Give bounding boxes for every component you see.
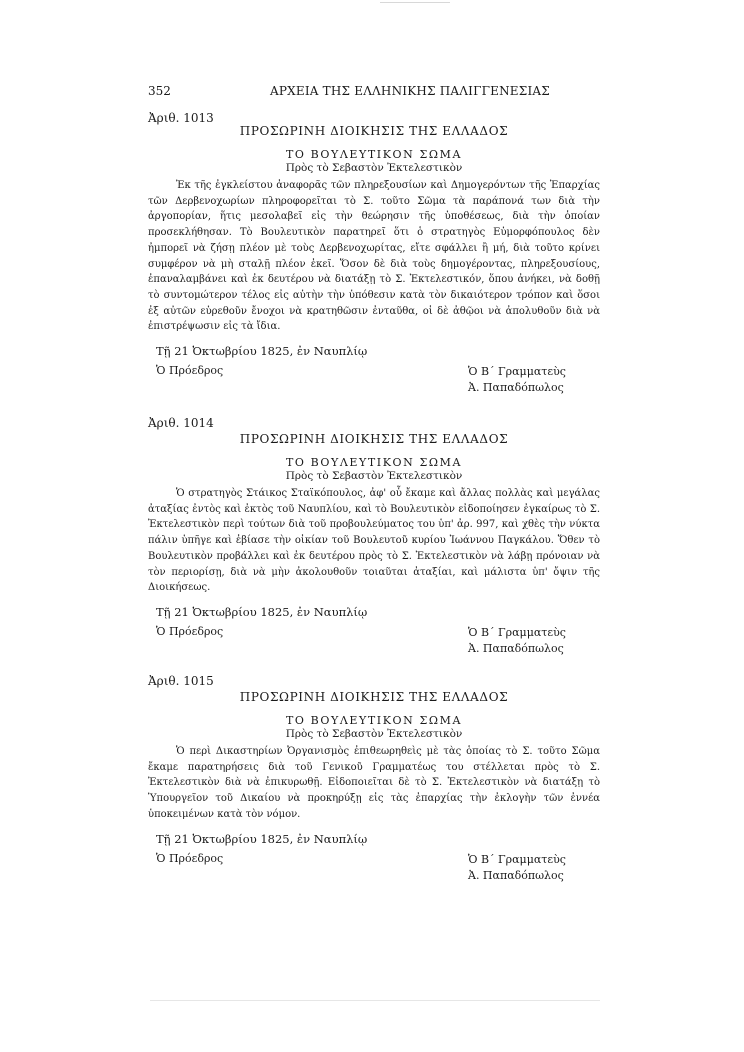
date-line: Τῇ 21 Ὀκτωβρίου 1825, ἐν Ναυπλίῳ (156, 344, 368, 359)
document-text: Ἐκ τῆς ἐγκλείστου ἀναφορᾶς τῶν πληρεξουσίων καὶ Δημογερόντων τῆς Ἐπαρχίας τῶν Δερβενοχωρίων πληροφορεῖται τὸ Σ. τοῦτο Σῶμα τὰ παράπονά των διὰ τὴν ἀργοπορίαν, ἥτις μεσολαβεῖ εἰς τὴν θεώρησιν τῆς ὑποθέσεως, διὰ τὴν ὁποίαν προσεκλήθησαν. Τὸ Βουλευτικὸν παρατηρεῖ ὅτι ὁ στρατηγὸς Εὐμορφόπουλος δὲν ἠμπορεῖ νὰ ζήσῃ πλέον μὲ τοὺς Δερβενοχωρίτας, εἴτε σφάλλει ἢ μή, διὰ τοῦτο κρίνει συμφέρον νὰ μὴ σταλῇ πλέον ἐκεῖ. Ὅσον δὲ διὰ τοὺς δημογέροντας, πληρεξουσίους, ἐπαναλαμβάνει καὶ ἐκ δευτέρου νὰ διατάξῃ τὸ Σ. Ἐκτελεστικόν, ὅπου ἀνήκει, νὰ δοθῇ τὸ συντομώτερον τέλος εἰς αὐτὴν τὴν ὑπόθεσιν κατὰ τὸν δικαιότερον τρόπον καὶ ὅσοι ἐξ αὐτῶν εὑρεθοῦν ἔνοχοι νὰ κρατηθῶσιν ἐνταῦθα, οἱ δὲ ἀθῷοι νὰ ἀπολυθοῦν διὰ νὰ ἐπιστρέψωσιν εἰς τὰ ἴδια. (148, 180, 600, 333)
president-signature: Ὁ Πρόεδρος (156, 364, 224, 378)
issuing-body: ΤΟ ΒΟΥΛΕΥΤΙΚΟΝ ΣΩΜΑ (286, 714, 462, 727)
signature-block (148, 364, 600, 400)
secretary-title: Ὁ Β΄ Γραμματεὺς (468, 365, 566, 379)
document-number: Ἀριθ. 1013 (148, 111, 214, 125)
secretary-name: Ἀ. Παπαδόπωλος (468, 641, 564, 655)
president-signature: Ὁ Πρόεδρος (156, 851, 224, 865)
scan-edge-top (380, 2, 450, 3)
document-entry (148, 674, 600, 888)
page-number: 352 (148, 84, 171, 98)
secretary-signature (468, 364, 566, 396)
secretary-signature (468, 852, 566, 884)
secretary-name: Ἀ. Παπαδόπωλος (468, 868, 564, 882)
secretary-title: Ὁ Β΄ Γραμματεὺς (468, 625, 566, 639)
document-text: Ὁ στρατηγὸς Στάικος Σταϊκόπουλος, ἀφ' οὗ ἔκαμε καὶ ἄλλας πολλὰς καὶ μεγάλας ἀταξίας ἐντὸς καὶ ἐκτὸς τοῦ Ναυπλίου, καὶ τὸ Βουλευτικὸν εἰδοποίησεν ἐγκαίρως τὸ Σ. Ἐκτελεστικὸν περὶ τούτων διὰ τοῦ προβουλεύματος του ὑπ' ἀρ. 997, καὶ χθὲς τὴν νύκτα πάλιν ὑπῆγε καὶ ἐβίασε τὴν οἰκίαν τοῦ Βουλευτοῦ κυρίου Ἰωάννου Παγκάλου. Ὅθεν τὸ Βουλευτικὸν προβάλλει καὶ ἐκ δευτέρου πρὸς τὸ Σ. Ἐκτελεστικὸν νὰ λάβῃ πρόνοιαν νὰ τὸν περιορίσῃ, διὰ νὰ μὴν ἀκολουθοῦν τοιαῦται ἀταξίαι, καὶ μάλιστα ὑπ' ὄψιν τῆς Διοικήσεως. (148, 488, 600, 594)
addressee: Πρὸς τὸ Σεβαστὸν Ἐκτελεστικὸν (285, 470, 463, 482)
signature-block (148, 625, 600, 661)
scan-edge-bottom (150, 1000, 600, 1001)
document-number: Ἀριθ. 1014 (148, 416, 214, 430)
document-heading: ΠΡΟΣΩΡΙΝΗ ΔΙΟΙΚΗΣΙΣ ΤΗΣ ΕΛΛΑΔΟΣ (239, 124, 509, 138)
issuing-body: ΤΟ ΒΟΥΛΕΥΤΙΚΟΝ ΣΩΜΑ (286, 456, 462, 469)
running-title: ΑΡΧΕΙΑ ΤΗΣ ΕΛΛΗΝΙΚΗΣ ΠΑΛΙΓΓΕΝΕΣΙΑΣ (270, 84, 550, 98)
document-entry (148, 111, 600, 400)
signature-block (148, 852, 600, 888)
secretary-name: Ἀ. Παπαδόπωλος (468, 381, 564, 395)
secretary-title: Ὁ Β΄ Γραμματεὺς (468, 852, 566, 866)
addressee: Πρὸς τὸ Σεβαστὸν Ἐκτελεστικὸν (285, 728, 463, 740)
document-text: Ὁ περὶ Δικαστηρίων Ὀργανισμὸς ἐπιθεωρηθεὶς μὲ τὰς ὁποίας τὸ Σ. τοῦτο Σῶμα ἔκαμε παρατηρήσεις διὰ τοῦ Γενικοῦ Γραμματέως του στέλλεται πρὸς τὸ Σ. Ἐκτελεστικὸν διὰ νὰ ἐπικυρωθῇ. Εἰδοποιεῖται δὲ τὸ Σ. Ἐκτελεστικὸν νὰ διατάξῃ τὸ Ὑπουργεῖον τοῦ Δικαίου νὰ προκηρύξῃ εἰς τὰς ἐπαρχίας τὴν ἐκλογὴν τῶν ἐννέα ὑποκειμένων κατὰ τὸν νόμον. (148, 746, 600, 820)
document-heading: ΠΡΟΣΩΡΙΝΗ ΔΙΟΙΚΗΣΙΣ ΤΗΣ ΕΛΛΑΔΟΣ (239, 690, 509, 704)
president-signature: Ὁ Πρόεδρος (156, 624, 224, 638)
date-line: Τῇ 21 Ὀκτωβρίου 1825, ἐν Ναυπλίῳ (156, 831, 368, 846)
document-entry (148, 416, 600, 661)
addressee: Πρὸς τὸ Σεβαστὸν Ἐκτελεστικὸν (285, 162, 463, 174)
date-line: Τῇ 21 Ὀκτωβρίου 1825, ἐν Ναυπλίῳ (156, 604, 368, 619)
document-number: Ἀριθ. 1015 (148, 674, 214, 688)
secretary-signature (468, 625, 566, 657)
issuing-body: ΤΟ ΒΟΥΛΕΥΤΙΚΟΝ ΣΩΜΑ (286, 148, 462, 161)
document-heading: ΠΡΟΣΩΡΙΝΗ ΔΙΟΙΚΗΣΙΣ ΤΗΣ ΕΛΛΑΔΟΣ (239, 432, 509, 446)
